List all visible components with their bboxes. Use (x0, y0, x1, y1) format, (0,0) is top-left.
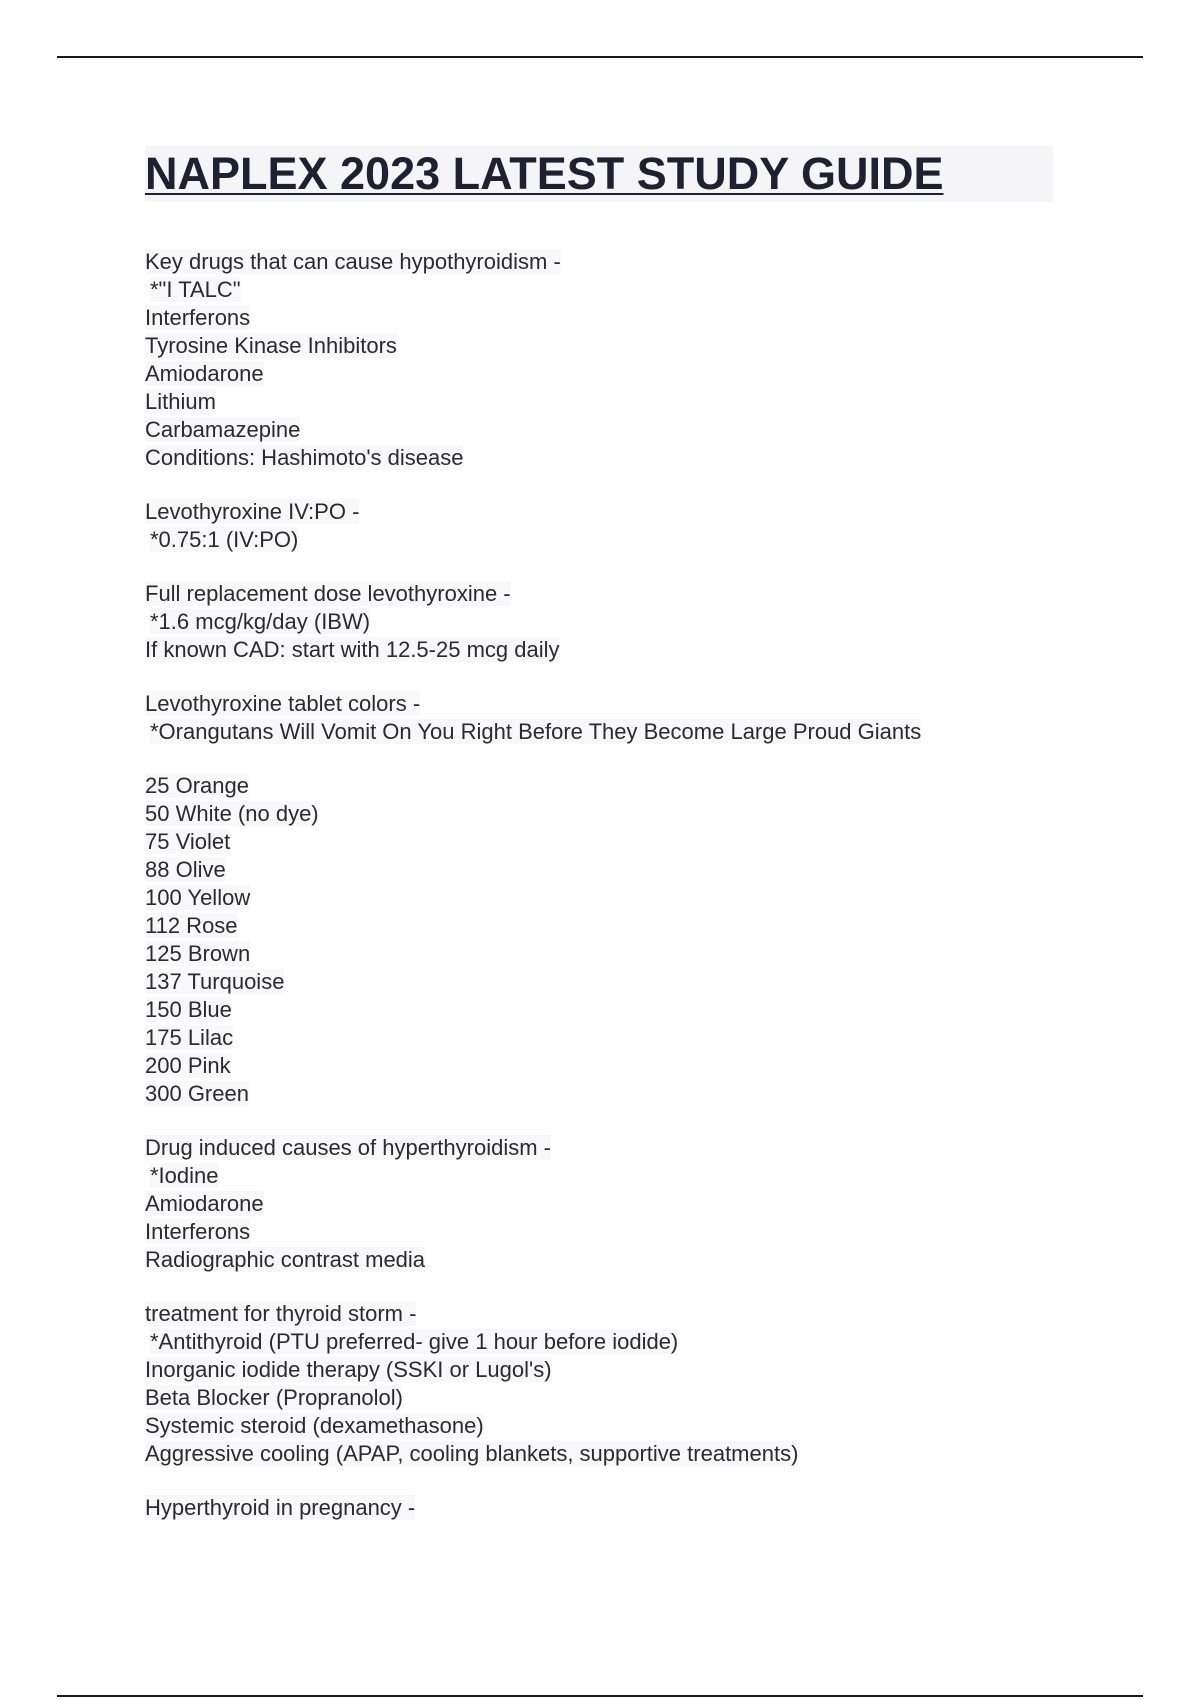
note-heading (145, 498, 1045, 526)
note-line (145, 276, 1045, 304)
note-block (145, 248, 1045, 472)
note-heading (145, 1300, 1045, 1328)
note-text: 125 Brown (145, 941, 251, 966)
note-block (145, 1300, 1045, 1468)
note-text: 88 Olive (145, 857, 226, 882)
note-text: *Iodine (150, 1163, 219, 1188)
note-text: Key drugs that can cause hypothyroidism - (145, 249, 561, 274)
note-heading (145, 690, 1045, 718)
note-text: 150 Blue (145, 997, 232, 1022)
note-text: 300 Green (145, 1081, 249, 1106)
note-text: 75 Violet (145, 829, 231, 854)
note-line (145, 1052, 1045, 1080)
note-text: *Antithyroid (PTU preferred- give 1 hour before iodide) (150, 1329, 679, 1354)
note-text: Radiographic contrast media (145, 1247, 426, 1272)
note-text: 100 Yellow (145, 885, 251, 910)
note-heading (145, 248, 1045, 276)
note-line (145, 416, 1045, 444)
study-guide-content (145, 248, 1045, 1548)
note-text: Tyrosine Kinase Inhibitors (145, 333, 397, 358)
note-line (145, 912, 1045, 940)
note-line (145, 332, 1045, 360)
note-line (145, 388, 1045, 416)
note-line (145, 968, 1045, 996)
note-line (145, 608, 1045, 636)
note-block (145, 1494, 1045, 1522)
note-block (145, 772, 1045, 1108)
note-line (145, 996, 1045, 1024)
note-text: Lithium (145, 389, 216, 414)
note-heading (145, 772, 1045, 800)
note-block (145, 1134, 1045, 1274)
top-divider (57, 56, 1143, 58)
note-text: treatment for thyroid storm - (145, 1301, 417, 1326)
note-text: *"I TALC" (150, 277, 241, 302)
note-line (145, 1384, 1045, 1412)
note-block (145, 580, 1045, 664)
note-line (145, 1328, 1045, 1356)
note-heading (145, 580, 1045, 608)
note-line (145, 884, 1045, 912)
note-line (145, 1218, 1045, 1246)
note-text: Inorganic iodide therapy (SSKI or Lugol's) (145, 1357, 552, 1382)
note-line (145, 1440, 1045, 1468)
bottom-divider (57, 1695, 1143, 1697)
note-line (145, 360, 1045, 388)
note-text: *0.75:1 (IV:PO) (150, 527, 299, 552)
note-block (145, 690, 1045, 746)
note-text: Amiodarone (145, 1191, 264, 1216)
note-heading (145, 1134, 1045, 1162)
note-line (145, 1190, 1045, 1218)
note-text: Levothyroxine IV:PO - (145, 499, 360, 524)
note-text: 112 Rose (145, 913, 238, 938)
note-line (145, 800, 1045, 828)
note-text: Interferons (145, 1219, 251, 1244)
note-line (145, 636, 1045, 664)
note-line (145, 940, 1045, 968)
note-text: 200 Pink (145, 1053, 231, 1078)
note-text: If known CAD: start with 12.5-25 mcg daily (145, 637, 560, 662)
title-highlight (145, 146, 1053, 202)
note-line (145, 1246, 1045, 1274)
note-line (145, 718, 1045, 746)
note-line (145, 1412, 1045, 1440)
note-line (145, 304, 1045, 332)
note-text: *1.6 mcg/kg/day (IBW) (150, 609, 371, 634)
note-text: Beta Blocker (Propranolol) (145, 1385, 404, 1410)
note-line (145, 1356, 1045, 1384)
note-text: Aggressive cooling (APAP, cooling blankets, supportive treatments) (145, 1441, 799, 1466)
note-line (145, 828, 1045, 856)
note-text: Full replacement dose levothyroxine - (145, 581, 511, 606)
note-text: 25 Orange (145, 773, 249, 798)
note-text: Hyperthyroid in pregnancy - (145, 1495, 416, 1520)
note-block (145, 498, 1045, 554)
note-text: Amiodarone (145, 361, 264, 386)
note-line (145, 1080, 1045, 1108)
page-title: NAPLEX 2023 LATEST STUDY GUIDE (145, 148, 944, 199)
note-text: Interferons (145, 305, 251, 330)
note-heading (145, 1494, 1045, 1522)
note-line (145, 856, 1045, 884)
note-text: *Orangutans Will Vomit On You Right Before They Become Large Proud Giants (150, 719, 922, 744)
note-text: Levothyroxine tablet colors - (145, 691, 421, 716)
note-text: 137 Turquoise (145, 969, 285, 994)
note-line (145, 526, 1045, 554)
note-text: Systemic steroid (dexamethasone) (145, 1413, 484, 1438)
note-line (145, 444, 1045, 472)
note-text: Drug induced causes of hyperthyroidism - (145, 1135, 551, 1160)
note-text: Carbamazepine (145, 417, 301, 442)
note-text: 175 Lilac (145, 1025, 234, 1050)
note-line (145, 1024, 1045, 1052)
note-text: Conditions: Hashimoto's disease (145, 445, 464, 470)
note-line (145, 1162, 1045, 1190)
note-text: 50 White (no dye) (145, 801, 319, 826)
